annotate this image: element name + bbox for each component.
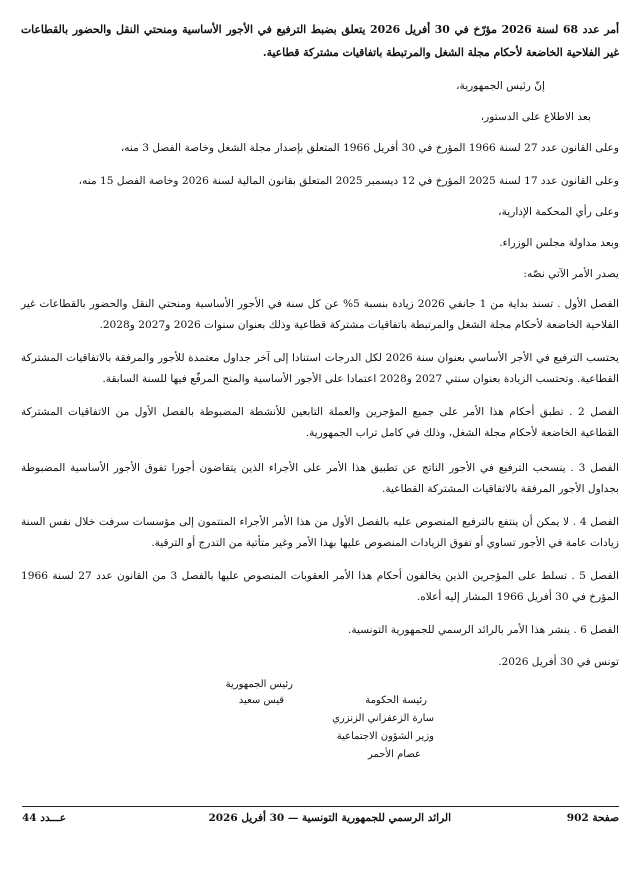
footer-journal: الرائد الرسمي للجمهورية التونسية — 30 أفريل 2026 <box>208 812 451 824</box>
footer-issue: عـــدد 44 <box>22 812 66 824</box>
pm-name: سارة الزعفراني الزنزري <box>332 713 434 724</box>
article-2: الفصل 2 . تطبق أحكام هذا الأمر على جميع المؤجرين والعملة التابعين للأنشطة المضبوطة بالفصل الأول من الاتفاقيات المشتركة القطاعية الخاضعة لأحكام مجلة الشغل، وذلك في كامل تراب الجمهورية. <box>21 406 620 439</box>
preamble-enactment: يصدر الأمر الآتي نصّه: <box>523 268 619 280</box>
article-4: الفصل 4 . لا يمكن أن ينتفع بالترفيع المنصوص عليه بالفصل الأول من هذا الأمر الأجراء المنتمون إلى مؤسسات سرفت خلال نفس السنة زيادات عامة في الأجور تساوي أو تفوق الزيادات المنصوص عليها بهذا الأمر وغير متأتية من التدرج أو الترقية. <box>21 516 620 549</box>
footer-page-number: صفحة 902 <box>566 812 619 824</box>
article-1-paragraph-2: يحتسب الترفيع في الأجر الأساسي بعنوان سنة 2026 لكل الدرجات استنادا إلى آخر جداول معتمدة للأجور والمرفقة بالاتفاقيات المشتركة القطاعية. وتحتسب الزيادة بعنوان سنتي 2027 و2028 اعتمادا على الأجور الأساسية والمنح المرفّع فيها للسنة السابقة. <box>21 352 619 385</box>
article-6: الفصل 6 . ينشر هذا الأمر بالرائد الرسمي للجمهورية التونسية. <box>347 624 619 636</box>
president-name: قيس سعيد <box>238 695 284 706</box>
footer-divider <box>22 806 619 807</box>
preamble-law-1966: وعلى القانون عدد 27 لسنة 1966 المؤرخ في 30 أفريل 1966 المتعلق بإصدار مجلة الشغل وخاصة الفصل 3 منه، <box>120 142 619 154</box>
minister-name: عصام الأحمر <box>367 749 421 760</box>
minister-title: وزير الشؤون الاجتماعية <box>336 731 434 742</box>
preamble-council: وبعد مداولة مجلس الوزراء. <box>499 237 619 249</box>
president-title: رئيس الجمهورية <box>225 679 293 690</box>
decree-title: أمر عدد 68 لسنة 2026 مؤرّخ في 30 أفريل 2026 يتعلق بضبط الترفيع في الأجور الأساسية ومنحتي النقل والحضور بالقطاعات غير الفلاحية الخاضعة لأحكام مجلة الشغل والمرتبطة باتفاقيات مشتركة قطاعية. <box>21 23 619 59</box>
preamble-law-2025: وعلى القانون عدد 17 لسنة 2025 المؤرخ في 12 ديسمبر 2025 المتعلق بقانون المالية لسنة 2026 وخاصة الفصل 15 منه، <box>78 175 619 187</box>
preamble-constitution: بعد الاطلاع على الدستور، <box>480 111 591 123</box>
article-3: الفصل 3 . ينسحب الترفيع في الأجور الناتج عن تطبيق هذا الأمر على الأجراء الذين يتقاضون أجورا تفوق الأجور الأساسية المضبوطة بجداول الأجور المرفقة بالاتفاقيات المشتركة القطاعية. <box>21 462 619 495</box>
article-1: الفصل الأول . تسند بداية من 1 جانفي 2026 زيادة بنسبة 5% عن كل سنة في الأجور الأساسية ومنحتي النقل والحضور بالقطاعات غير الفلاحية الخاضعة لأحكام مجلة الشغل والمرتبطة باتفاقيات مشتركة قطاعية وذلك بعنوان سنوات 2026 و2027 و2028. <box>21 298 619 331</box>
date-line: تونس في 30 أفريل 2026. <box>498 656 619 668</box>
preamble-president: إنّ رئيس الجمهورية، <box>456 80 545 92</box>
pm-title: رئيسة الحكومة <box>365 695 427 706</box>
preamble-court: وعلى رأي المحكمة الإدارية، <box>498 206 619 218</box>
article-5: الفصل 5 . تسلط على المؤجرين الذين يخالفون أحكام هذا الأمر العقوبات المنصوص عليها بالفصل 3 من القانون عدد 27 لسنة 1966 المؤرخ في 30 أفريل 1966 المشار إليه أعلاه. <box>21 570 619 603</box>
